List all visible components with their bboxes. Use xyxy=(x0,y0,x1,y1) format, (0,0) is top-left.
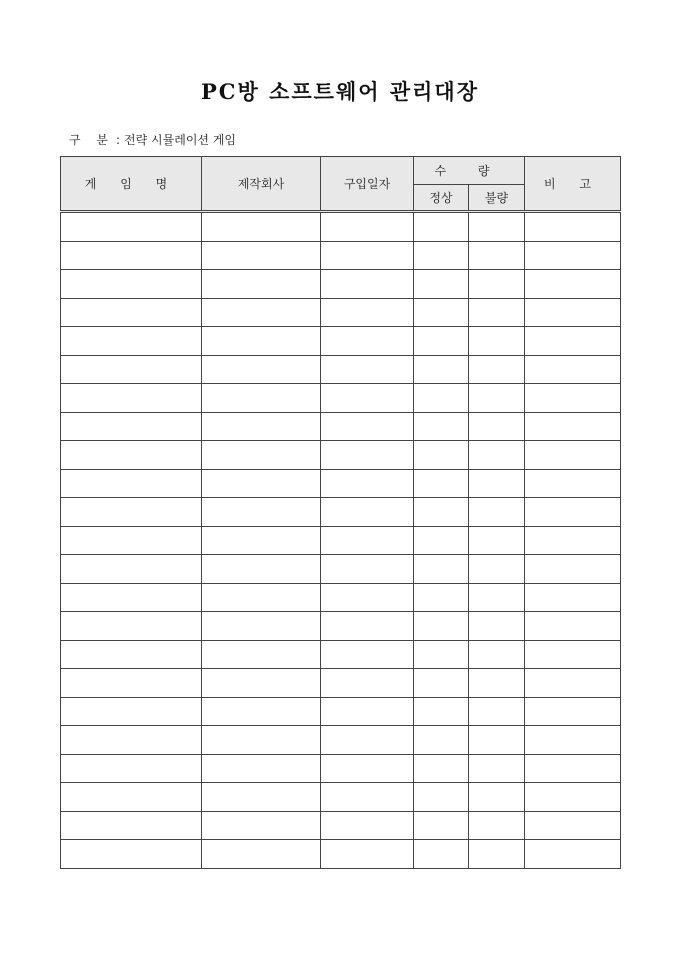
cell-remarks xyxy=(525,469,621,498)
cell-maker xyxy=(202,640,321,669)
cell-normal xyxy=(414,840,469,869)
cell-remarks xyxy=(525,783,621,812)
cell-normal xyxy=(414,412,469,441)
cell-defective xyxy=(469,583,525,612)
header-maker: 제작회사 xyxy=(202,157,321,212)
table-row xyxy=(61,241,621,270)
cell-purchase-date xyxy=(321,612,414,641)
cell-defective xyxy=(469,612,525,641)
cell-remarks xyxy=(525,270,621,299)
cell-maker xyxy=(202,612,321,641)
cell-remarks xyxy=(525,669,621,698)
table-row xyxy=(61,298,621,327)
cell-maker xyxy=(202,526,321,555)
cell-game-name xyxy=(61,783,202,812)
table-row xyxy=(61,811,621,840)
cell-normal xyxy=(414,669,469,698)
header-quantity: 수 량 xyxy=(414,157,525,185)
cell-normal xyxy=(414,327,469,356)
cell-purchase-date xyxy=(321,526,414,555)
cell-maker xyxy=(202,840,321,869)
cell-remarks xyxy=(525,327,621,356)
cell-remarks xyxy=(525,555,621,584)
cell-game-name xyxy=(61,241,202,270)
cell-purchase-date xyxy=(321,441,414,470)
cell-game-name xyxy=(61,754,202,783)
cell-normal xyxy=(414,441,469,470)
cell-defective xyxy=(469,669,525,698)
table-row xyxy=(61,640,621,669)
cell-defective xyxy=(469,327,525,356)
cell-purchase-date xyxy=(321,811,414,840)
cell-purchase-date xyxy=(321,555,414,584)
cell-remarks xyxy=(525,498,621,527)
table-row xyxy=(61,441,621,470)
cell-game-name xyxy=(61,327,202,356)
cell-maker xyxy=(202,355,321,384)
cell-defective xyxy=(469,298,525,327)
cell-remarks xyxy=(525,811,621,840)
cell-defective xyxy=(469,412,525,441)
cell-normal xyxy=(414,298,469,327)
cell-defective xyxy=(469,241,525,270)
cell-purchase-date xyxy=(321,412,414,441)
cell-defective xyxy=(469,640,525,669)
cell-game-name xyxy=(61,555,202,584)
cell-remarks xyxy=(525,754,621,783)
table-row xyxy=(61,783,621,812)
cell-normal xyxy=(414,726,469,755)
cell-maker xyxy=(202,783,321,812)
cell-game-name xyxy=(61,612,202,641)
header-normal: 정상 xyxy=(414,185,469,212)
cell-purchase-date xyxy=(321,212,414,242)
table-row xyxy=(61,583,621,612)
cell-game-name xyxy=(61,811,202,840)
ledger-body xyxy=(61,212,621,869)
cell-maker xyxy=(202,327,321,356)
cell-remarks xyxy=(525,355,621,384)
table-row xyxy=(61,669,621,698)
cell-purchase-date xyxy=(321,669,414,698)
table-row xyxy=(61,840,621,869)
cell-purchase-date xyxy=(321,726,414,755)
cell-maker xyxy=(202,270,321,299)
cell-game-name xyxy=(61,726,202,755)
header-remarks: 비 고 xyxy=(525,157,621,212)
cell-game-name xyxy=(61,270,202,299)
cell-game-name xyxy=(61,697,202,726)
cell-purchase-date xyxy=(321,640,414,669)
cell-game-name xyxy=(61,498,202,527)
cell-maker xyxy=(202,555,321,584)
cell-maker xyxy=(202,669,321,698)
cell-defective xyxy=(469,697,525,726)
table-row xyxy=(61,469,621,498)
cell-normal xyxy=(414,469,469,498)
cell-remarks xyxy=(525,384,621,413)
cell-remarks xyxy=(525,212,621,242)
cell-purchase-date xyxy=(321,270,414,299)
header-purchase-date: 구입일자 xyxy=(321,157,414,212)
software-ledger-table xyxy=(60,156,621,869)
cell-maker xyxy=(202,697,321,726)
cell-purchase-date xyxy=(321,583,414,612)
header-defective: 불량 xyxy=(469,185,525,212)
cell-maker xyxy=(202,469,321,498)
cell-normal xyxy=(414,612,469,641)
table-row xyxy=(61,526,621,555)
cell-game-name xyxy=(61,384,202,413)
cell-game-name xyxy=(61,212,202,242)
cell-defective xyxy=(469,498,525,527)
cell-maker xyxy=(202,811,321,840)
cell-purchase-date xyxy=(321,697,414,726)
table-row xyxy=(61,412,621,441)
cell-defective xyxy=(469,783,525,812)
cell-defective xyxy=(469,270,525,299)
table-row xyxy=(61,212,621,242)
cell-purchase-date xyxy=(321,355,414,384)
cell-game-name xyxy=(61,526,202,555)
cell-maker xyxy=(202,498,321,527)
table-row xyxy=(61,270,621,299)
cell-defective xyxy=(469,441,525,470)
cell-normal xyxy=(414,241,469,270)
cell-defective xyxy=(469,840,525,869)
cell-normal xyxy=(414,498,469,527)
table-row xyxy=(61,697,621,726)
cell-purchase-date xyxy=(321,327,414,356)
category-label: 구 분 xyxy=(69,133,114,147)
cell-maker xyxy=(202,412,321,441)
cell-game-name xyxy=(61,640,202,669)
table-row xyxy=(61,355,621,384)
cell-maker xyxy=(202,441,321,470)
category-separator: : xyxy=(116,133,121,147)
cell-defective xyxy=(469,526,525,555)
cell-normal xyxy=(414,526,469,555)
cell-normal xyxy=(414,555,469,584)
table-row xyxy=(61,555,621,584)
cell-defective xyxy=(469,754,525,783)
cell-purchase-date xyxy=(321,754,414,783)
cell-remarks xyxy=(525,697,621,726)
cell-defective xyxy=(469,384,525,413)
table-row xyxy=(61,754,621,783)
category-line xyxy=(69,131,236,148)
cell-normal xyxy=(414,640,469,669)
cell-purchase-date xyxy=(321,298,414,327)
cell-maker xyxy=(202,754,321,783)
cell-game-name xyxy=(61,583,202,612)
cell-remarks xyxy=(525,298,621,327)
cell-defective xyxy=(469,811,525,840)
cell-defective xyxy=(469,212,525,242)
cell-remarks xyxy=(525,612,621,641)
cell-purchase-date xyxy=(321,469,414,498)
cell-remarks xyxy=(525,640,621,669)
table-row xyxy=(61,327,621,356)
document-title: PC방 소프트웨어 관리대장 xyxy=(201,79,479,104)
cell-purchase-date xyxy=(321,840,414,869)
cell-normal xyxy=(414,811,469,840)
cell-purchase-date xyxy=(321,241,414,270)
cell-remarks xyxy=(525,441,621,470)
cell-maker xyxy=(202,241,321,270)
table-row xyxy=(61,498,621,527)
cell-maker xyxy=(202,726,321,755)
cell-remarks xyxy=(525,241,621,270)
cell-normal xyxy=(414,384,469,413)
table-row xyxy=(61,612,621,641)
cell-normal xyxy=(414,270,469,299)
cell-purchase-date xyxy=(321,384,414,413)
cell-game-name xyxy=(61,412,202,441)
cell-defective xyxy=(469,726,525,755)
cell-defective xyxy=(469,469,525,498)
cell-normal xyxy=(414,212,469,242)
cell-game-name xyxy=(61,355,202,384)
table-row xyxy=(61,384,621,413)
cell-defective xyxy=(469,555,525,584)
cell-remarks xyxy=(525,526,621,555)
category-value: 전략 시뮬레이션 게임 xyxy=(124,133,237,147)
cell-defective xyxy=(469,355,525,384)
cell-game-name xyxy=(61,840,202,869)
cell-normal xyxy=(414,355,469,384)
cell-maker xyxy=(202,384,321,413)
cell-game-name xyxy=(61,441,202,470)
cell-remarks xyxy=(525,583,621,612)
cell-remarks xyxy=(525,840,621,869)
cell-purchase-date xyxy=(321,783,414,812)
cell-maker xyxy=(202,212,321,242)
cell-game-name xyxy=(61,298,202,327)
cell-maker xyxy=(202,298,321,327)
cell-normal xyxy=(414,754,469,783)
cell-game-name xyxy=(61,669,202,698)
cell-maker xyxy=(202,583,321,612)
cell-remarks xyxy=(525,726,621,755)
cell-normal xyxy=(414,697,469,726)
cell-purchase-date xyxy=(321,498,414,527)
table-row xyxy=(61,726,621,755)
cell-normal xyxy=(414,783,469,812)
cell-game-name xyxy=(61,469,202,498)
header-game-name: 게 임 명 xyxy=(61,157,202,212)
cell-remarks xyxy=(525,412,621,441)
cell-normal xyxy=(414,583,469,612)
